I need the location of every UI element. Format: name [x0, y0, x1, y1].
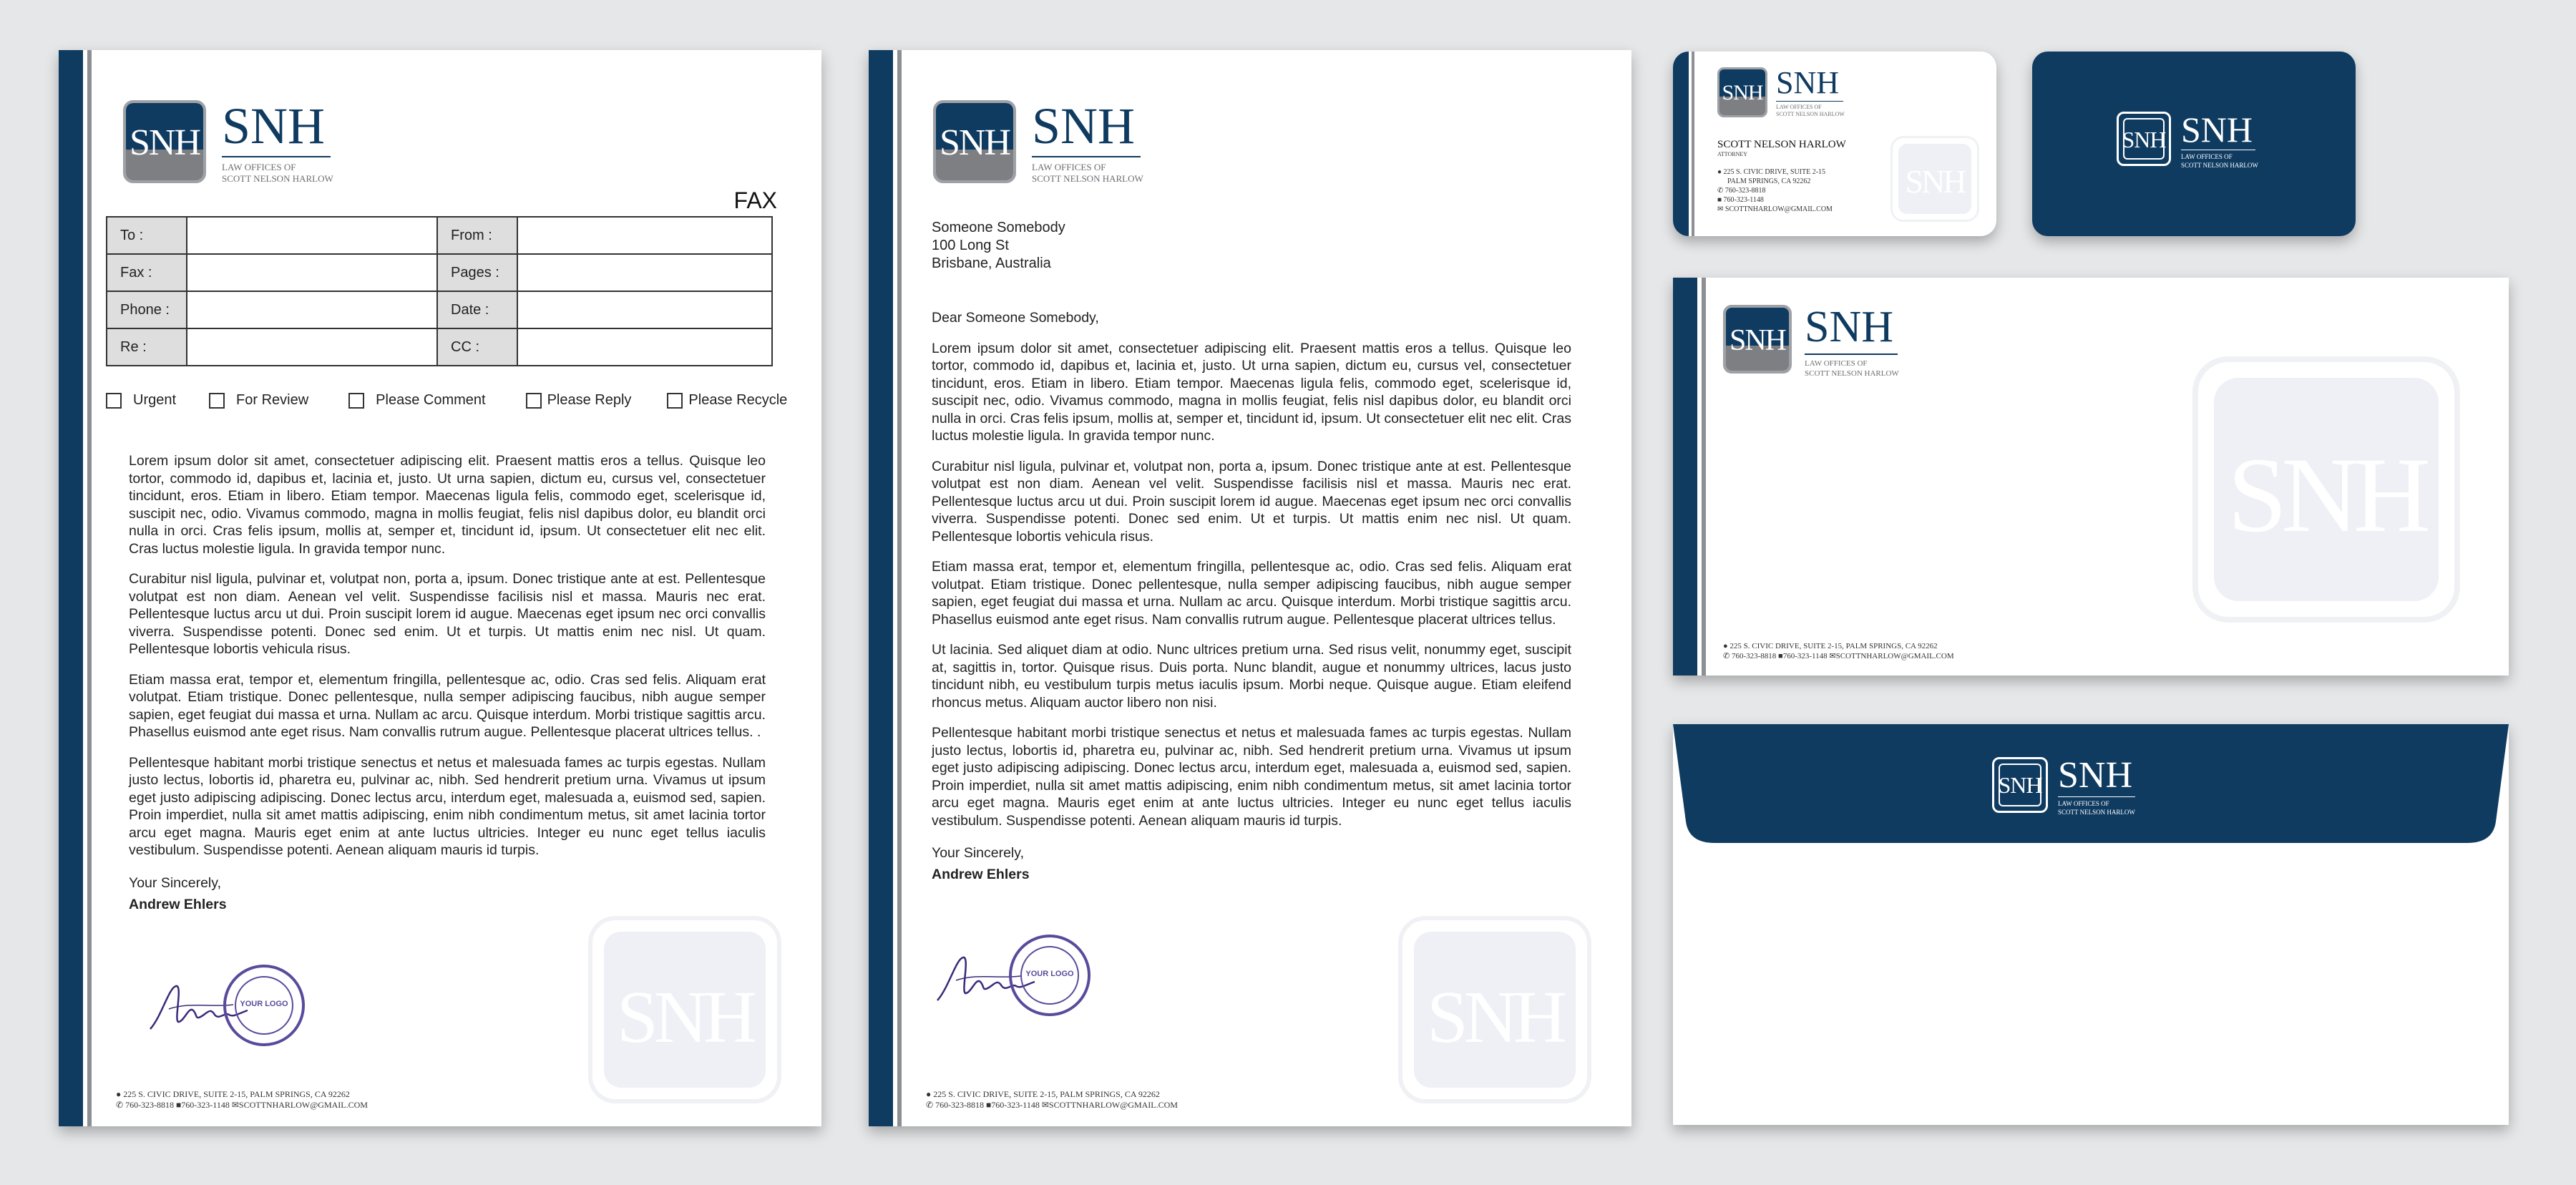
pages-label: Pages :	[437, 254, 517, 291]
fax-sheet	[59, 50, 821, 1126]
fax-title: FAX	[733, 187, 777, 213]
signer-name: Andrew Ehlers	[129, 896, 227, 912]
from-label: From :	[437, 217, 517, 254]
logo-title: SNH	[222, 97, 326, 155]
envelope-back-logo: SNH SNH LAW OFFICES OF SCOTT NELSON HARLOW	[1992, 757, 2135, 816]
fax-closing	[129, 872, 766, 915]
location-icon: ●	[1717, 168, 1724, 176]
logo-text	[1032, 97, 1143, 185]
logo-text	[222, 97, 333, 185]
salutation: Dear Someone Somebody,	[932, 310, 1099, 326]
letter-paragraph: Ut lacinia. Sed aliquet diam at odio. Nunc ultrices pretium urna. Sed risus velit, nonummy eget, suscipit at, sagittis in, tortor. Quisque risus. Duis porta. Nunc blandit, augue et nonummy ultrices, lacus justo tincidunt nibh, eu vestibulum turpis metus iaculis ipsum. Morbi neque. Quisque augue. Etiam eleifend rhoncus metus. Aliquam auctor libero non nisi.	[932, 642, 1571, 711]
footer-address: ● 225 S. CIVIC DRIVE, SUITE 2-15, PALM SPRINGS, CA 92262	[926, 1089, 1160, 1099]
card-name: SCOTT NELSON HARLOW	[1717, 139, 1846, 150]
letter-closing	[932, 842, 1571, 885]
phone-icon: ✆	[1723, 652, 1732, 660]
email-icon: ✉	[1717, 205, 1725, 213]
closing-line: Your Sincerely,	[129, 874, 221, 891]
table-row	[107, 291, 772, 328]
fax-checkboxes	[106, 392, 787, 409]
checkbox-please-comment[interactable]: Please Comment	[348, 392, 485, 409]
logo-line2: SCOTT NELSON HARLOW	[222, 173, 333, 185]
fax-gray-bar	[87, 50, 92, 1126]
logo-badge: SNH	[1723, 305, 1792, 374]
location-icon: ●	[116, 1089, 124, 1099]
envelope-footer: ● 225 S. CIVIC DRIVE, SUITE 2-15, PALM SPRINGS, CA 92262 ✆ 760-323-8818 ■760-323-1148 ✉SCOTTNHARLOW@GMAIL.COM	[1723, 642, 1954, 660]
seal-text: YOUR LOGO	[240, 999, 288, 1008]
envelope-watermark-logo: SNH	[2192, 356, 2460, 623]
logo-monogram: SNH	[129, 122, 200, 163]
letter-paragraph: Lorem ipsum dolor sit amet, consectetuer adipiscing elit. Praesent mattis eros a tellus. Quisque leo tortor, commodo id, dapibus et, lacinia et, justo. Ut urna sapien, dictum eu, cursus vel, consectetuer tincidunt, eros. Etiam in libero. Etiam tempor. Maecenas ligula felis, commodo eget, scelerisque id, suscipit nec, odio. Vivamus commodo, magna in mollis feugiat, felis nisl dapibus dolor, eu blandit orci nulla in orci. Cras felis ipsum, mollis at, semper et, tincidunt id, ipsum. Ut consectetuer elit nec elit. Cras luctus molestie ligula. In gravida tempor nunc.	[932, 340, 1571, 444]
logo-monogram: SNH	[939, 122, 1010, 163]
letterhead-logo	[933, 97, 1143, 185]
table-row	[107, 254, 772, 291]
fax-icon: ■	[1717, 196, 1724, 204]
location-icon: ●	[1723, 642, 1730, 650]
checkbox-for-review[interactable]: For Review	[209, 392, 308, 409]
logo-badge: SNH	[2117, 112, 2171, 166]
table-row	[107, 217, 772, 254]
card-details: SCOTT NELSON HARLOW ATTORNEY ● 225 S. CIVIC DRIVE, SUITE 2-15 PALM SPRINGS, CA 92262 ✆ 760-323-8818 ■ 760-323-1148 ✉ SCOTTNHARLOW@GMAIL.COM	[1717, 139, 1846, 213]
fax-watermark-logo	[588, 916, 781, 1103]
card-back-logo: SNH SNH LAW OFFICES OF SCOTT NELSON HARLOW	[2117, 112, 2258, 170]
fax-paragraph: Curabitur nisl ligula, pulvinar et, volutpat non, porta a, ipsum. Donec tristique ante at est. Pellentesque volutpat est non diam. Aenean vel velit. Suspendisse facilisis nisl et massa. Mauris nec erat. Pellentesque luctus arcu ut dui. Proin suscipit lorem id augue. Maecenas eget ipsum nec orci convallis viverra. Suspendisse potenti. Donec sed enim. Ut et turpis. Ut mattis enim nec nisl. Ut quam. Pellentesque lobortis vehicula risus.	[129, 571, 766, 657]
card-logo: SNH SNH LAW OFFICES OF SCOTT NELSON HARLOW	[1717, 67, 1845, 118]
logo-line1: LAW OFFICES OF	[1032, 162, 1106, 172]
fax-body	[129, 452, 766, 915]
fax-label-cell: Fax :	[107, 254, 187, 291]
seal-text: YOUR LOGO	[1025, 969, 1074, 978]
footer-address: ● 225 S. CIVIC DRIVE, SUITE 2-15, PALM SPRINGS, CA 92262	[116, 1089, 350, 1099]
date-label: Date :	[437, 291, 517, 328]
letterhead-sheet	[869, 50, 1631, 1126]
phone-label: Phone :	[107, 291, 187, 328]
to-field[interactable]	[187, 217, 437, 254]
fax-header-table	[106, 216, 773, 366]
company-seal	[223, 965, 305, 1046]
footer-contacts: ✆ 760-323-8818 ■760-323-1148 ✉SCOTTNHARLOW@GMAIL.COM	[926, 1100, 1178, 1110]
checkbox-please-recycle[interactable]: Please Recycle	[667, 392, 787, 409]
re-field[interactable]	[187, 328, 437, 366]
card-role: ATTORNEY	[1717, 151, 1748, 157]
company-seal	[1009, 935, 1091, 1016]
phone-icon: ✆	[926, 1100, 936, 1110]
envelope-logo: SNH SNH LAW OFFICES OF SCOTT NELSON HARLOW	[1723, 305, 1899, 379]
letterhead-footer	[926, 1089, 1178, 1111]
pages-field[interactable]	[517, 254, 772, 291]
phone-icon: ✆	[116, 1100, 126, 1110]
business-card-back	[2032, 52, 2356, 236]
from-field[interactable]	[517, 217, 772, 254]
cc-label: CC :	[437, 328, 517, 366]
envelope-navy-bar	[1673, 278, 1697, 676]
logo-title: SNH	[1032, 97, 1136, 155]
footer-contacts: ✆ 760-323-8818 ■760-323-1148 ✉SCOTTNHARLOW@GMAIL.COM	[116, 1100, 368, 1110]
letterhead-navy-bar	[869, 50, 893, 1126]
logo-line2: SCOTT NELSON HARLOW	[1032, 173, 1143, 185]
watermark-monogram: SNH	[1426, 976, 1563, 1058]
fax-paragraph: Pellentesque habitant morbi tristique senectus et netus et malesuada fames ac turpis egestas. Nullam justo lectus, lobortis id, pharetra eu, pulvinar ac, nibh. Sed hendrerit pretium urna. Vivamus ut ipsum eget justo adipiscing adipiscing. Donec lectus arcu, interdum eget, malesuada a, euismod sed, sapien. Proin imperdiet, nulla sit amet mattis adipiscing, enim nibh condimentum metus, sit amet lacinia tortor arcu eget magna. Mauris eget enim at ante luctus ultricies. Integer eu nunc eget tellus iaculis vestibulum. Suspendisse potenti. Aenean aliquam mauris id turpis.	[129, 754, 766, 858]
fax-paragraph: Etiam massa erat, tempor et, elementum fringilla, pellentesque ac, odio. Cras sed felis. Aliquam erat volutpat. Etiam tristique. Donec pellentesque, nulla semper adipiscing faucibus, nibh augue semper sapien, eget feugiat dui massa et urna. Nullam ac arcu. Quisque interdum. Morbi tristique sagittis arcu. Phasellus euismod ante eget risus. Nam convallis rutrum augue. Pellentesque placerat ultrices tellus. .	[129, 671, 766, 740]
location-icon: ●	[926, 1089, 934, 1099]
watermark-monogram: SNH	[616, 976, 753, 1058]
logo-badge: SNH	[1992, 757, 2048, 813]
signer-name: Andrew Ehlers	[932, 867, 1030, 882]
closing-line: Your Sincerely,	[932, 845, 1024, 861]
envelope-back	[1673, 724, 2509, 1125]
logo-badge	[933, 100, 1016, 183]
fax-logo	[123, 97, 333, 185]
letterhead-watermark-logo	[1398, 916, 1591, 1103]
table-row	[107, 328, 772, 366]
recipient-city: Brisbane, Australia	[932, 255, 1051, 271]
business-card-front	[1673, 52, 1996, 236]
recipient-street: 100 Long St	[932, 238, 1009, 253]
fax-paragraph: Lorem ipsum dolor sit amet, consectetuer adipiscing elit. Praesent mattis eros a tellus. Quisque leo tortor, commodo id, dapibus et, lacinia et, justo. Ut urna sapien, dictum eu, cursus vel, consectetuer tincidunt, eros. Etiam in libero. Etiam tempor. Maecenas ligula felis, commodo eget, scelerisque id, suscipit nec, odio. Vivamus commodo, magna in mollis feugiat, felis nisl dapibus dolor, eu blandit orci nulla in orci. Cras felis ipsum, mollis at, semper et, tincidunt id, ipsum. Ut consectetuer elit nec elit. Cras luctus molestie ligula. In gravida tempor nunc.	[129, 453, 766, 557]
logo-line1: LAW OFFICES OF	[222, 162, 296, 172]
to-label: To :	[107, 217, 187, 254]
letter-paragraph: Pellentesque habitant morbi tristique senectus et netus et malesuada fames ac turpis egestas. Nullam justo lectus, lobortis id, pharetra eu, pulvinar ac, nibh. Sed hendrerit pretium urna. Vivamus ut ipsum eget justo adipiscing adipiscing. Donec lectus arcu, interdum eget, malesuada a, euismod sed, sapien. Proin imperdiet, nulla sit amet mattis adipiscing, enim nibh condimentum metus, sit amet lacinia tortor arcu eget magna. Mauris eget enim at ante luctus ultricies. Integer eu nunc eget tellus iaculis vestibulum. Suspendisse potenti. Aenean aliquam mauris id turpis.	[932, 725, 1571, 829]
envelope-gray-bar	[1702, 278, 1706, 676]
envelope-front	[1673, 278, 2509, 676]
fax-navy-bar	[59, 50, 83, 1126]
phone-icon: ✆	[1717, 187, 1725, 195]
letterhead-gray-bar	[897, 50, 902, 1126]
recipient-name: Someone Somebody	[932, 220, 1065, 235]
date-field[interactable]	[517, 291, 772, 328]
fax-footer	[116, 1089, 368, 1111]
card-watermark-logo: SNH	[1890, 136, 1979, 222]
phone-field[interactable]	[187, 291, 437, 328]
re-label: Re :	[107, 328, 187, 366]
fax-field[interactable]	[187, 254, 437, 291]
recipient-address	[932, 219, 1065, 273]
letter-paragraph: Curabitur nisl ligula, pulvinar et, volutpat non, porta a, ipsum. Donec tristique ante at est. Pellentesque volutpat est non diam. Aenean vel velit. Suspendisse facilisis nisl et massa. Mauris nec erat. Pellentesque luctus arcu ut dui. Proin suscipit lorem id augue. Maecenas eget ipsum nec orci convallis viverra. Suspendisse potenti. Donec sed enim. Ut et turpis. Ut mattis enim nec nisl. Ut quam. Pellentesque lobortis vehicula risus.	[932, 458, 1571, 545]
letter-paragraph: Etiam massa erat, tempor et, elementum fringilla, pellentesque ac, odio. Cras sed felis. Aliquam erat volutpat. Etiam tristique. Donec pellentesque, nulla semper adipiscing faucibus, nibh augue semper sapien, eget feugiat dui massa et urna. Nullam ac arcu. Quisque interdum. Morbi tristique sagittis arcu. Phasellus euismod ante eget risus. Nam convallis rutrum augue. Pellentesque placerat ultrices tellus.	[932, 559, 1571, 628]
checkbox-please-reply[interactable]: Please Reply	[526, 392, 632, 409]
logo-badge: SNH	[1717, 67, 1767, 117]
checkbox-urgent[interactable]: Urgent	[106, 392, 176, 409]
cc-field[interactable]	[517, 328, 772, 366]
letterhead-body	[932, 309, 1571, 885]
logo-badge	[123, 100, 206, 183]
